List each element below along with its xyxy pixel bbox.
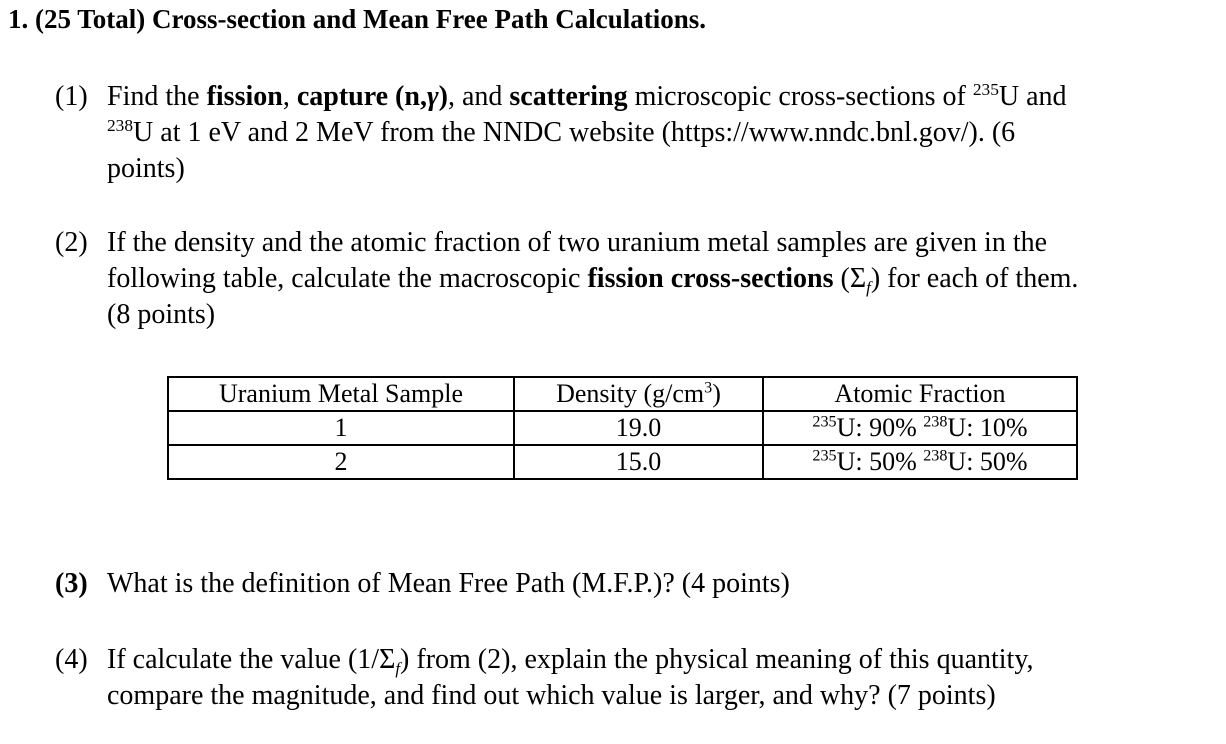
part-1-line-1: Find the fission, capture (n,γ), and scattering microscopic cross-sections of $^{235}$U and — [107, 79, 1067, 112]
table-row — [168, 411, 1077, 445]
part-4-line-2: compare the magnitude, and find out which value is larger, and why? (7 points) — [107, 680, 996, 711]
part-1 — [55, 79, 1220, 187]
cell-density: 19.0 — [514, 411, 763, 445]
header-sample: Uranium Metal Sample — [168, 377, 514, 411]
cell-sample: 2 — [168, 445, 514, 479]
part-1-line-2: $^{238}$U at 1 eV and 2 MeV from the NNDC website (https://www.nndc.bnl.gov/). (6 — [107, 115, 1016, 148]
cell-sample: 1 — [168, 411, 514, 445]
part-2 — [55, 225, 1220, 333]
problem-title: 1. (25 Total) Cross-section and Mean Free Path Calculations. — [8, 4, 706, 34]
header-atomic-fraction: Atomic Fraction — [763, 377, 1077, 411]
part-2-line-1: If the density and the atomic fraction of two uranium metal samples are given in the — [107, 227, 1048, 258]
part-2-line-2: following table, calculate the macroscopic fission cross-sections $(\Sigma_f)$ for each of them. — [107, 263, 1079, 297]
part-1-number: (1) — [55, 81, 88, 112]
uranium-samples-table — [167, 376, 1078, 480]
cell-atomic-fraction: $^{235}$U: 90% $^{238}$U: 10% — [763, 411, 1077, 445]
part-3 — [55, 566, 1220, 602]
part-3-number: (3) — [55, 568, 88, 599]
cell-density: 15.0 — [514, 445, 763, 479]
part-3-line-1: What is the definition of Mean Free Path (M.F.P.)? (4 points) — [107, 568, 790, 599]
part-2-number: (2) — [55, 227, 88, 258]
part-1-line-3: points) — [107, 153, 185, 184]
cell-atomic-fraction: $^{235}$U: 50% $^{238}$U: 50% — [763, 445, 1077, 479]
table-header-row — [168, 377, 1077, 411]
header-density: Density $(g/cm^3)$ — [514, 377, 763, 411]
table-row — [168, 445, 1077, 479]
part-4 — [55, 642, 1220, 714]
part-4-line-1: If calculate the value $(1/\Sigma_f)$ from (2), explain the physical meaning of this quantity, — [107, 644, 1034, 678]
part-2-line-3: (8 points) — [107, 299, 216, 330]
part-4-number: (4) — [55, 644, 88, 675]
